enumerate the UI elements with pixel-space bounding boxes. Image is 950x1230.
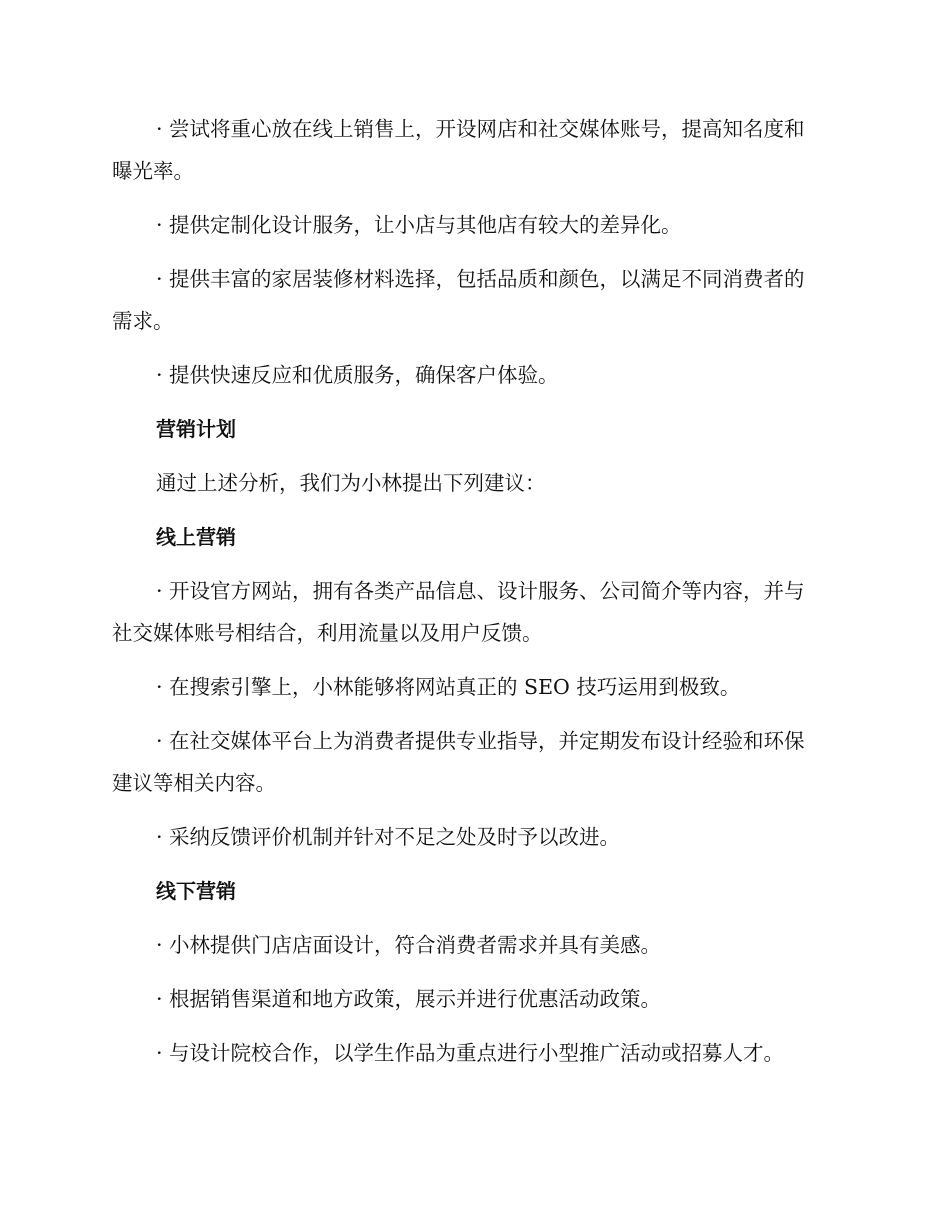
bullet-online-sales: · 尝试将重心放在线上销售上，开设网店和社交媒体账号，提高知名度和曝光率。 — [112, 117, 805, 183]
bullet-official-website: · 开设官方网站，拥有各类产品信息、设计服务、公司简介等内容，并与社交媒体账号相结合，利用流量以及用户反馈。 — [112, 579, 805, 645]
bullet-material-choices: · 提供丰富的家居装修材料选择，包括品质和颜色，以满足不同消费者的需求。 — [112, 267, 805, 333]
section-heading-online-marketing: 线上营销 — [156, 525, 236, 549]
bullet-seo: · 在搜索引擎上，小林能够将网站真正的 SEO 技巧运用到极致。 — [156, 675, 741, 699]
bullet-store-design: · 小林提供门店店面设计，符合消费者需求并具有美感。 — [156, 933, 662, 957]
bullet-custom-design: · 提供定制化设计服务，让小店与其他店有较大的差异化。 — [156, 213, 682, 237]
bullet-feedback: · 采纳反馈评价机制并针对不足之处及时予以改进。 — [156, 825, 621, 849]
section-heading-offline-marketing: 线下营销 — [156, 879, 236, 903]
section-heading-marketing-plan: 营销计划 — [156, 417, 236, 441]
bullet-fast-service: · 提供快速反应和优质服务，确保客户体验。 — [156, 363, 559, 387]
document-body — [112, 108, 824, 1074]
intro-paragraph: 通过上述分析，我们为小林提出下列建议： — [156, 471, 546, 495]
bullet-social-guidance: · 在社交媒体平台上为消费者提供专业指导，并定期发布设计经验和环保建议等相关内容。 — [112, 729, 805, 795]
bullet-promotions: · 根据销售渠道和地方政策，展示并进行优惠活动政策。 — [156, 987, 662, 1011]
bullet-school-cooperation: · 与设计院校合作，以学生作品为重点进行小型推广活动或招募人才。 — [156, 1041, 785, 1065]
